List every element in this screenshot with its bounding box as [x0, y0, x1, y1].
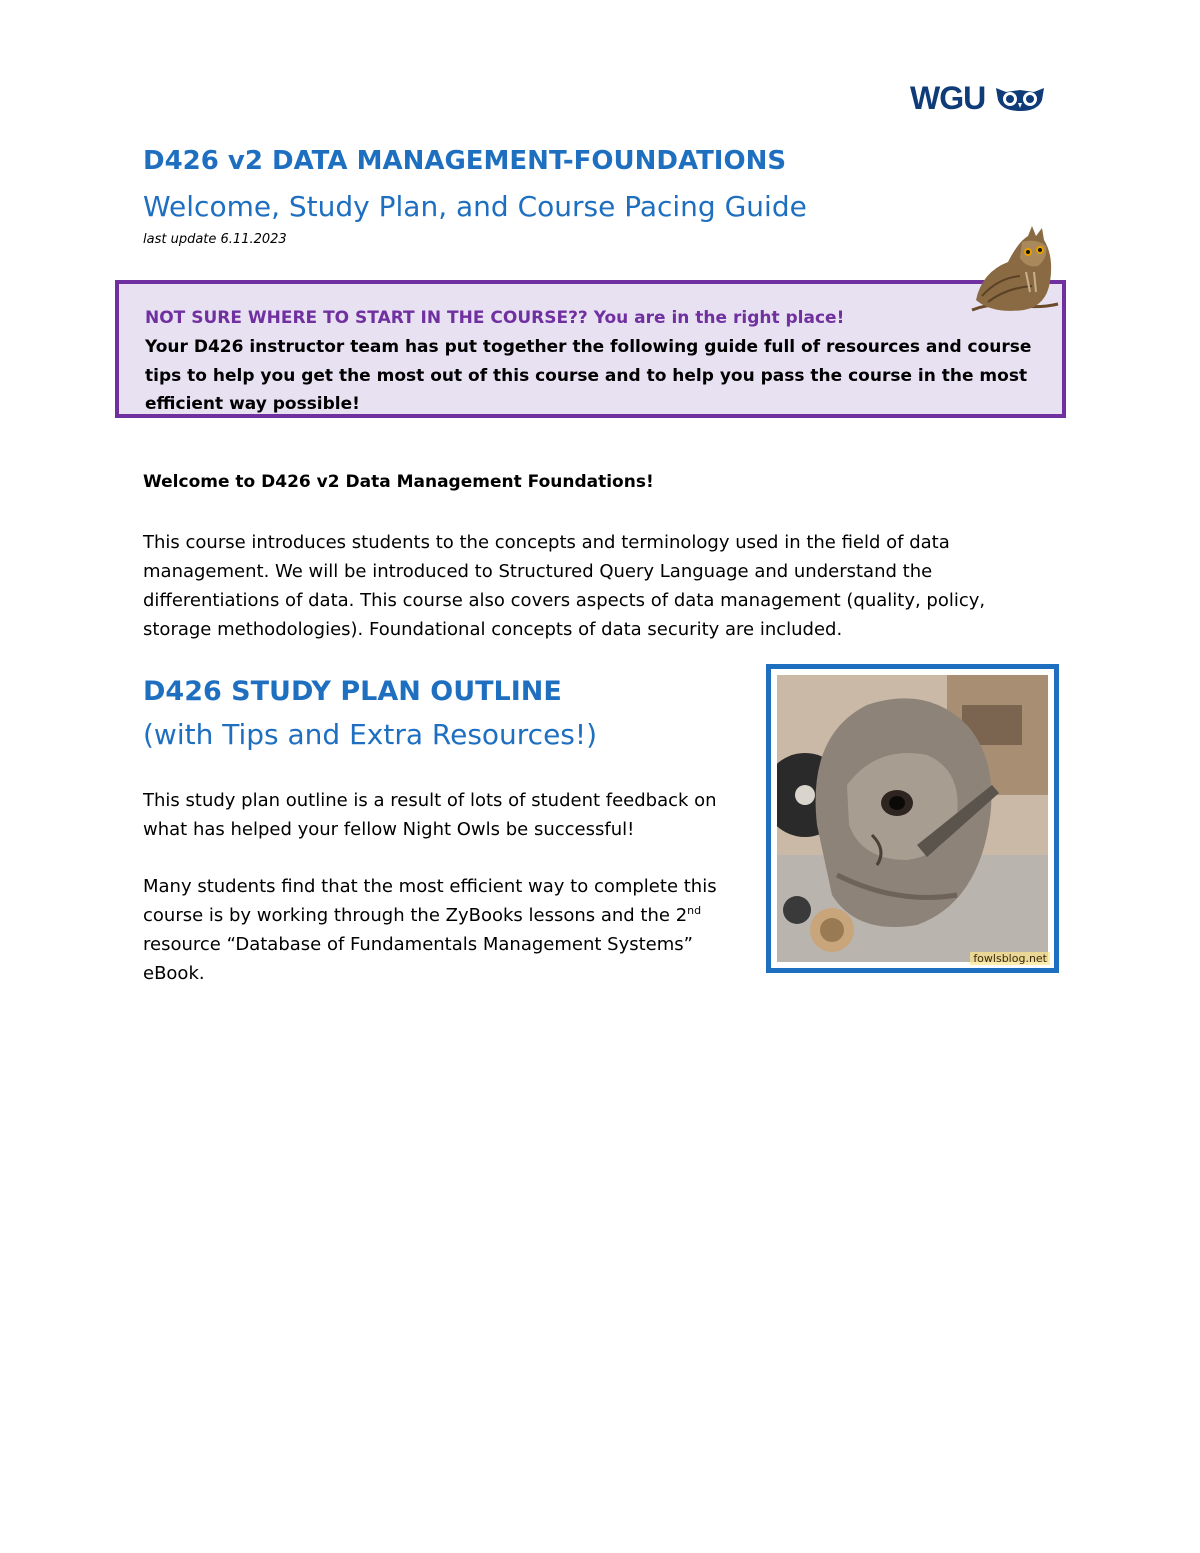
owl-photo-frame — [766, 664, 1059, 973]
wgu-logo — [910, 78, 1050, 118]
paragraph-2-start: Many students find that the most efficient way to complete this course is by working through the ZyBooks lessons and the 2 — [143, 876, 717, 926]
photo-caption: fowlsblog.net — [970, 952, 1050, 965]
owl-icon — [994, 84, 1046, 112]
study-plan-paragraph-2 — [143, 872, 758, 988]
course-title: D426 v2 DATA MANAGEMENT-FOUNDATIONS — [143, 146, 787, 176]
last-update: last update 6.11.2023 — [143, 232, 287, 247]
study-plan-title: D426 STUDY PLAN OUTLINE — [143, 676, 562, 707]
study-plan-paragraph-1: This study plan outline is a result of lots of student feedback on what has helped your fellow Night Owls be successful! — [143, 790, 717, 840]
course-subtitle: Welcome, Study Plan, and Course Pacing Guide — [143, 190, 807, 223]
paragraph-2-end: resource “Database of Fundamentals Management Systems” eBook. — [143, 934, 693, 984]
callout-heading: NOT SURE WHERE TO START IN THE COURSE?? You are in the right place! — [145, 308, 845, 328]
owl-photo — [777, 675, 1048, 962]
logo-text: WGU — [910, 80, 986, 116]
ordinal-suffix: nd — [687, 904, 702, 917]
callout-body: Your D426 instructor team has put together the following guide full of resources and course tips to help you get the most out of this course and to help you pass the course in the most efficient way possible! — [145, 337, 1032, 414]
callout-box — [115, 280, 1066, 418]
study-plan-subtitle: (with Tips and Extra Resources!) — [143, 718, 598, 751]
welcome-heading: Welcome to D426 v2 Data Management Foundations! — [143, 472, 654, 492]
course-intro: This course introduces students to the concepts and terminology used in the field of data management. We will be introduced to Structured Query Language and understand the differentiations of data. This course also covers aspects of data management (quality, policy, storage methodologies). Foundational concepts of data security are included. — [143, 532, 986, 640]
owl-illustration — [962, 222, 1062, 320]
